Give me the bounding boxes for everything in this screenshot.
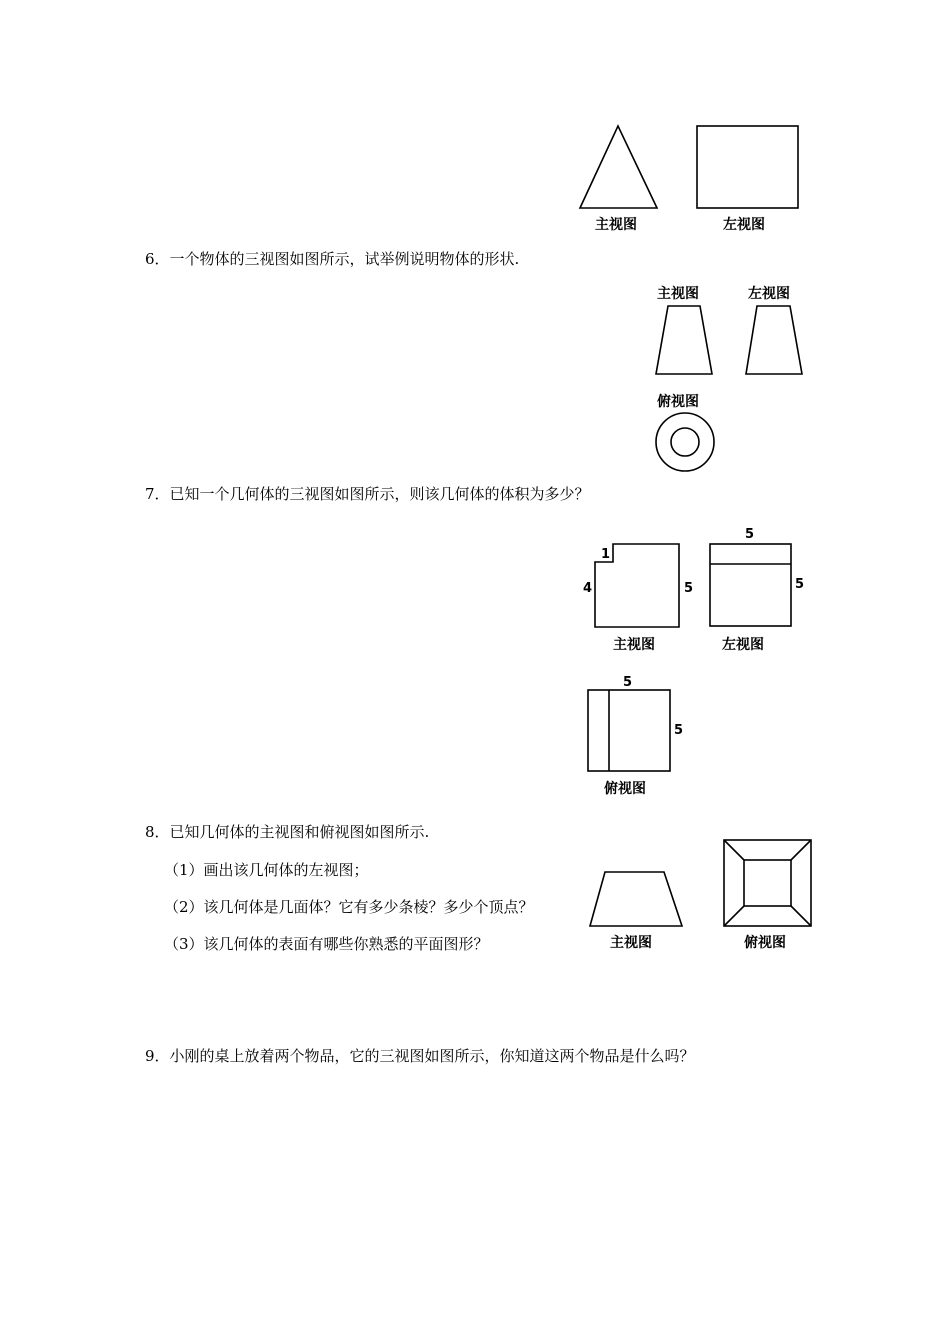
question-8-sub3: （3）该几何体的表面有哪些你熟悉的平面图形？ [164,935,489,953]
triangle-front-view [580,126,657,208]
label-top-view: 俯视图 [744,935,786,951]
label-front-view: 主视图 [657,286,699,302]
dim-top-top: 5 [623,675,633,690]
dim-front-notch: 1 [601,547,611,562]
label-top-view: 俯视图 [604,781,646,797]
question-8-sub2: （2）该几何体是几面体？它有多少条棱？多少个顶点？ [164,898,534,916]
label-left-view: 左视图 [748,286,790,302]
diagonal-bottom-right [791,906,811,926]
dim-front-right: 5 [684,581,694,596]
top-view-shape [588,690,670,771]
label-front-view: 主视图 [595,217,637,233]
dim-left-right: 5 [795,577,805,592]
label-front-view: 主视图 [613,637,655,653]
question-6: 6．一个物体的三视图如图所示，试举例说明物体的形状. [145,250,520,268]
question-8-sub1: （1）画出该几何体的左视图； [164,861,369,879]
question-8-stem: 8．已知几何体的主视图和俯视图如图所示. [145,823,430,841]
outer-circle-top-view [656,413,714,471]
diagonal-top-right [791,840,811,860]
figure-q5 [570,118,810,238]
label-front-view: 主视图 [610,935,652,951]
figure-q8 [580,830,820,955]
rectangle-left-view [697,126,798,208]
dim-front-left: 4 [583,581,593,596]
label-left-view: 左视图 [722,637,764,653]
inner-square-top-view [744,860,791,906]
figure-q6 [645,278,815,478]
label-left-view: 左视图 [723,217,765,233]
diagonal-top-left [724,840,744,860]
trapezoid-front-view [590,872,682,926]
label-top-view: 俯视图 [657,394,699,410]
inner-circle-top-view [671,428,699,456]
dim-left-top: 5 [745,527,755,542]
question-7: 7．已知一个几何体的三视图如图所示，则该几何体的体积为多少？ [145,485,590,503]
question-9: 9．小刚的桌上放着两个物品，它的三视图如图所示，你知道这两个物品是什么吗？ [145,1047,695,1065]
diagonal-bottom-left [724,906,744,926]
trapezoid-left-view [746,306,802,374]
figure-q7 [575,525,815,805]
left-view-shape [710,544,791,626]
dim-top-right: 5 [674,723,684,738]
trapezoid-front-view [656,306,712,374]
